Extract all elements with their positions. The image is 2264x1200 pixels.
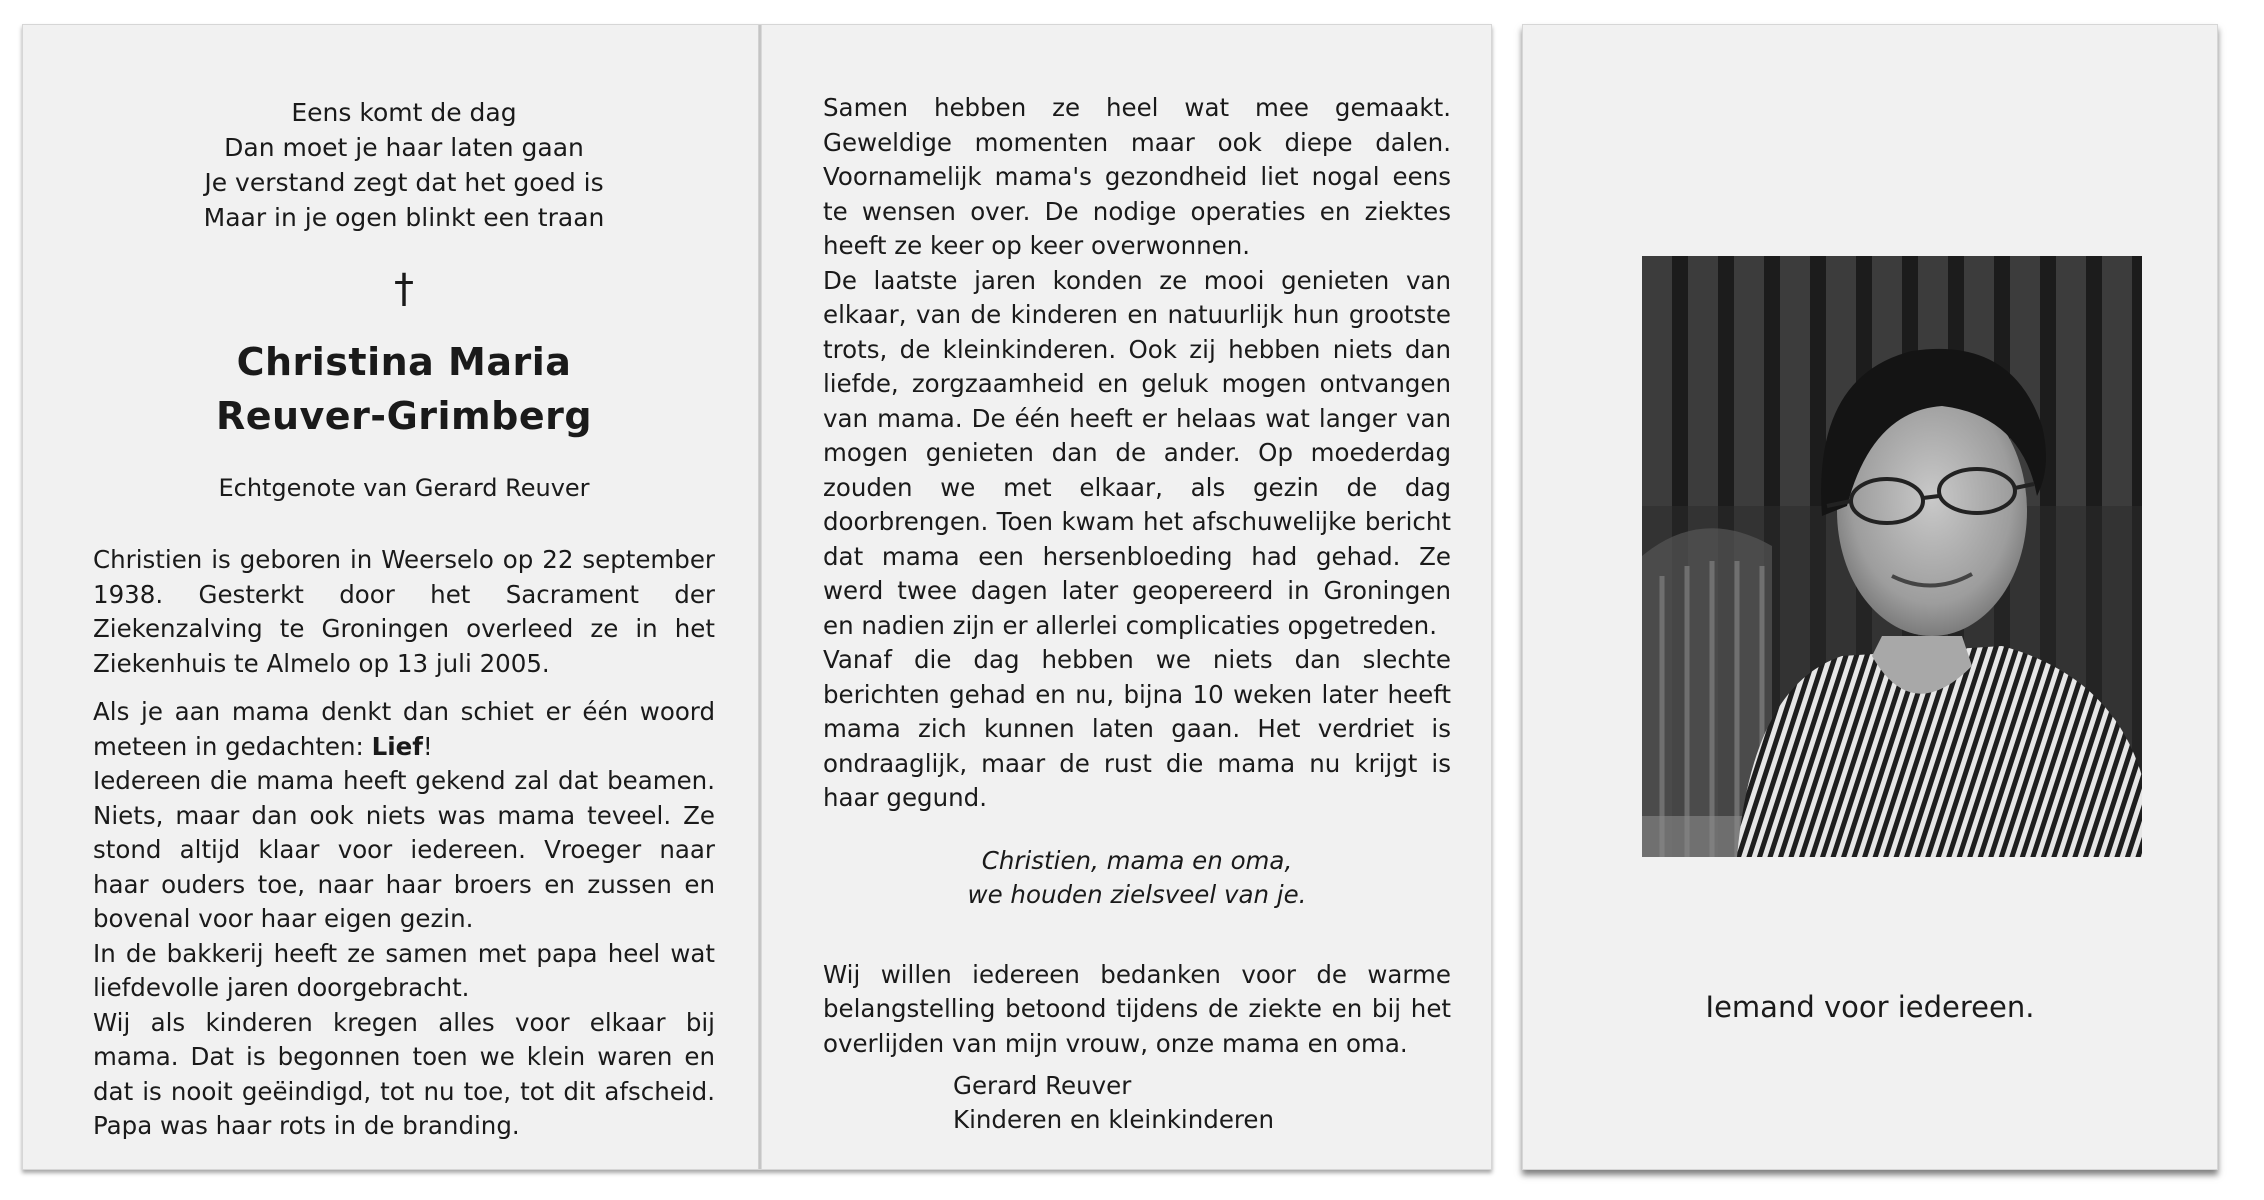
- middle-panel: [823, 25, 1451, 1137]
- signature-line-2: Kinderen en kleinkinderen: [953, 1105, 1275, 1134]
- poem-line: Eens komt de dag: [291, 98, 517, 127]
- poem-line: Je verstand zegt dat het goed is: [204, 168, 604, 197]
- paragraph-lief-end: !: [422, 731, 433, 761]
- memorial-card-inner: [22, 24, 1492, 1170]
- paragraph-since-that-day: Vanaf die dag hebben we niets dan slechte berichten gehad en nu, bijna 10 weken later heeft mama zich kunnen laten gaan. Het verdriet is ondraaglijk, maar de rust die mama nu krijgt is haar gegund.: [823, 645, 1451, 812]
- poem-line: Maar in je ogen blinkt een traan: [203, 203, 605, 232]
- deceased-name: [93, 335, 715, 443]
- portrait-photo: [1642, 256, 2142, 857]
- name-line-1: Christina Maria: [236, 340, 572, 384]
- paragraph-bakery: In de bakkerij heeft ze samen met papa heel wat liefdevolle jaren doorgebracht.: [93, 938, 715, 1002]
- paragraph-last-years: De laatste jaren konden ze mooi genieten van elkaar, van de kinderen en natuurlijk hun grootste trots, de kleinkinderen. Ook zij hebben niets dan liefde, zorgzaamheid en geluk mogen ontvangen van mama. De één heeft er helaas wat langer van mogen genieten dan de ander. Op moederdag zouden we met elkaar, als gezin de dag doorbrengen. Toen kwam het afschuwelijke bericht dat mama een hersenbloeding had gehad. Ze werd twee dagen later geopereerd in Groningen en nadien zijn er allerlei complicaties opgetreden.: [823, 265, 1451, 640]
- memorial-card-cover: [1522, 24, 2218, 1170]
- card-fold: [758, 25, 762, 1169]
- cross-icon: †: [394, 266, 414, 312]
- left-panel: [93, 25, 715, 1144]
- paragraph-everyone: Iedereen die mama heeft gekend zal dat beamen. Niets, maar dan ook niets was mama teveel. Ze stond altijd klaar voor iedereen. Vroeger naar haar ouders toe, naar haar broers en zussen en bovenal voor haar eigen gezin.: [93, 766, 715, 933]
- name-line-2: Reuver-Grimberg: [215, 394, 593, 438]
- paragraph-together: Samen hebben ze heel wat mee gemaakt. Geweldige momenten maar ook diepe dalen. Voornamelijk mama's gezondheid liet nogal eens te wensen over. De nodige operaties en ziektes heeft ze keer op keer overwonnen.: [823, 93, 1451, 260]
- closing-words: [823, 844, 1451, 912]
- paragraph-children: Wij als kinderen kregen alles voor elkaar bij mama. Dat is begonnen toen we klein waren en dat is nooit geëindigd, tot nu toe, tot dit afscheid. Papa was haar rots in de branding.: [93, 1007, 715, 1140]
- signature-line-1: Gerard Reuver: [953, 1071, 1132, 1100]
- paragraph-lief-bold: Lief: [371, 731, 423, 761]
- poem: [93, 95, 715, 235]
- cover-caption: Iemand voor iedereen.: [1705, 990, 2035, 1024]
- paragraph-lief-text: Als je aan mama denkt dan schiet er één woord meteen in gedachten:: [93, 697, 715, 761]
- portrait-illustration: [1642, 256, 2142, 857]
- paragraph-birth-death: Christien is geboren in Weerselo op 22 september 1938. Gesterkt door het Sacrament der Ziekenzalving te Groningen overleed ze in het Ziekenhuis te Almelo op 13 juli 2005.: [93, 545, 715, 678]
- poem-line: Dan moet je haar laten gaan: [224, 133, 584, 162]
- spouse-line: Echtgenote van Gerard Reuver: [218, 474, 590, 502]
- signature: [953, 1069, 1451, 1137]
- closing-line-1: Christien, mama en oma,: [981, 845, 1293, 875]
- thanks-paragraph: Wij willen iedereen bedanken voor de warme belangstelling betoond tijdens de ziekte en bij het overlijden van mijn vrouw, onze mama en oma.: [823, 959, 1451, 1058]
- paragraph-lief: [93, 695, 715, 764]
- closing-line-2: we houden zielsveel van je.: [967, 879, 1307, 909]
